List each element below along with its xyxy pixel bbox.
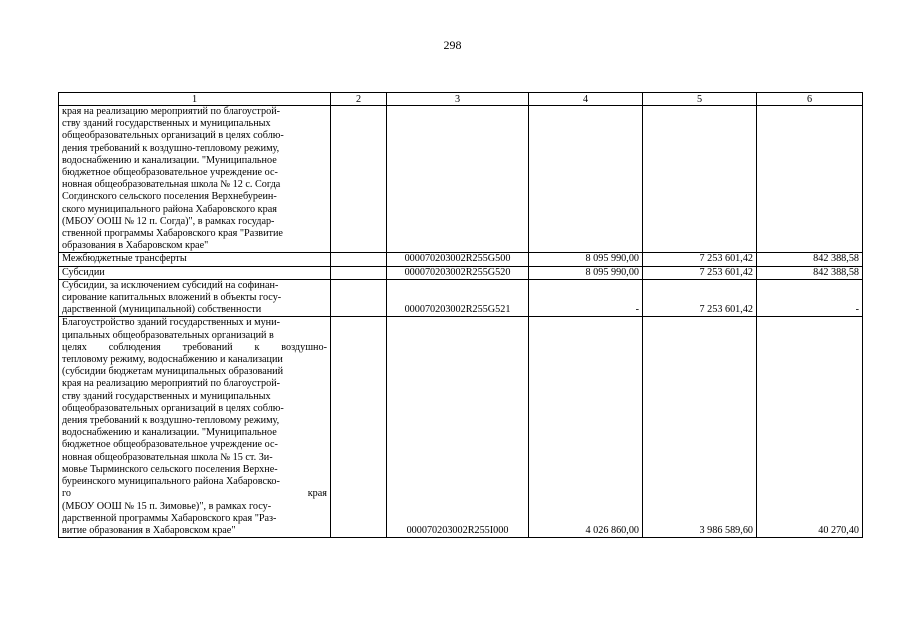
row-plan-amount — [529, 106, 643, 253]
description-line: Согдинского сельского поселения Верхнебуреин- — [62, 191, 277, 203]
row-code: 000070203002R255I000 — [387, 317, 529, 538]
column-header-2: 2 — [331, 93, 387, 106]
row-code: 000070203002R255G500 — [387, 253, 529, 266]
description-line: целях соблюдения требований к воздушно- — [62, 341, 327, 353]
description-line: новная общеобразовательная школа № 15 ст. Зи- — [62, 451, 273, 463]
row-plan-amount: 4 026 860,00 — [529, 317, 643, 538]
description-line: бюджетное общеобразовательное учреждение ос- — [62, 167, 278, 179]
description-line: дарственной (муниципальной) собственности — [62, 304, 262, 316]
row-executed-amount: 7 253 601,42 — [643, 266, 757, 279]
description-line: Субсидии, за исключением субсидий на софинан- — [62, 279, 279, 291]
column-header-5: 5 — [643, 93, 757, 106]
description-line: мовье Тырминского сельского поселения Верхне- — [62, 463, 278, 475]
description-line: ципальных общеобразовательных организаций в — [62, 329, 274, 341]
column-header-6: 6 — [757, 93, 863, 106]
table-header-row — [59, 93, 863, 106]
row-description — [59, 279, 331, 317]
budget-table — [58, 92, 863, 538]
row-description — [59, 317, 331, 538]
column-header-3: 3 — [387, 93, 529, 106]
table-row — [59, 317, 863, 538]
description-line: Субсидии — [62, 266, 105, 278]
description-line: ству зданий государственных и муниципальных — [62, 118, 271, 130]
description-line: дения требований к воздушно-тепловому режиму, — [62, 142, 280, 154]
description-line: общеобразовательных организаций в целях соблю- — [62, 130, 284, 142]
description-line: (МБОУ ООШ № 15 п. Зимовье)", в рамках госу- — [62, 500, 272, 512]
row-code — [387, 106, 529, 253]
row-executed-amount — [643, 106, 757, 253]
row-code: 000070203002R255G521 — [387, 279, 529, 317]
description-line: общеобразовательных организаций в целях соблю- — [62, 402, 284, 414]
description-line: Межбюджетные трансферты — [62, 253, 187, 265]
table-row — [59, 253, 863, 266]
description-line: Благоустройство зданий государственных и муни- — [62, 317, 280, 329]
description-line: края на реализацию мероприятий по благоустрой- — [62, 106, 281, 117]
description-line: тепловому режиму, водоснабжению и канализации — [62, 354, 283, 366]
description-line: (субсидии бюджетам муниципальных образований — [62, 366, 284, 378]
row-description — [59, 266, 331, 279]
description-line: ского муниципального района Хабаровского края — [62, 203, 277, 215]
row-code: 000070203002R255G520 — [387, 266, 529, 279]
row-col2 — [331, 266, 387, 279]
row-executed-amount: 3 986 589,60 — [643, 317, 757, 538]
row-executed-amount: 7 253 601,42 — [643, 253, 757, 266]
description-line: буреинского муниципального района Хабаровско- — [62, 476, 280, 488]
description-line: водоснабжению и канализации. "Муниципальное — [62, 154, 277, 166]
row-description — [59, 253, 331, 266]
table-row — [59, 266, 863, 279]
row-description — [59, 106, 331, 253]
description-line: дения требований к воздушно-тепловому режиму, — [62, 415, 280, 427]
row-remainder-amount: 40 270,40 — [757, 317, 863, 538]
table-row — [59, 106, 863, 253]
description-line: витие образования в Хабаровском крае" — [62, 524, 236, 536]
row-remainder-amount — [757, 106, 863, 253]
page-number: 298 — [443, 38, 462, 52]
description-line: дарственной программы Хабаровского края "Раз- — [62, 512, 277, 524]
row-col2 — [331, 106, 387, 253]
row-col2 — [331, 279, 387, 317]
description-line: ству зданий государственных и муниципальных — [62, 390, 271, 402]
description-line: образования в Хабаровском крае" — [62, 240, 209, 252]
row-remainder-amount: 842 388,58 — [757, 253, 863, 266]
column-header-4: 4 — [529, 93, 643, 106]
description-line: края на реализацию мероприятий по благоустрой- — [62, 378, 281, 390]
description-line: новная общеобразовательная школа № 12 с. Согда — [62, 179, 281, 191]
row-plan-amount: - — [529, 279, 643, 317]
row-plan-amount: 8 095 990,00 — [529, 266, 643, 279]
row-plan-amount: 8 095 990,00 — [529, 253, 643, 266]
row-executed-amount: 7 253 601,42 — [643, 279, 757, 317]
description-line: (МБОУ ООШ № 12 п. Согда)", в рамках государ- — [62, 215, 275, 227]
description-line: сирование капитальных вложений в объекты госу- — [62, 292, 282, 304]
row-col2 — [331, 317, 387, 538]
row-remainder-amount: - — [757, 279, 863, 317]
row-remainder-amount: 842 388,58 — [757, 266, 863, 279]
column-header-1: 1 — [59, 93, 331, 106]
table-row — [59, 279, 863, 317]
description-line: го края — [62, 488, 327, 500]
description-line: водоснабжению и канализации. "Муниципальное — [62, 427, 277, 439]
row-col2 — [331, 253, 387, 266]
description-line: ственной программы Хабаровского края "Развитие — [62, 228, 283, 240]
description-line: бюджетное общеобразовательное учреждение ос- — [62, 439, 278, 451]
